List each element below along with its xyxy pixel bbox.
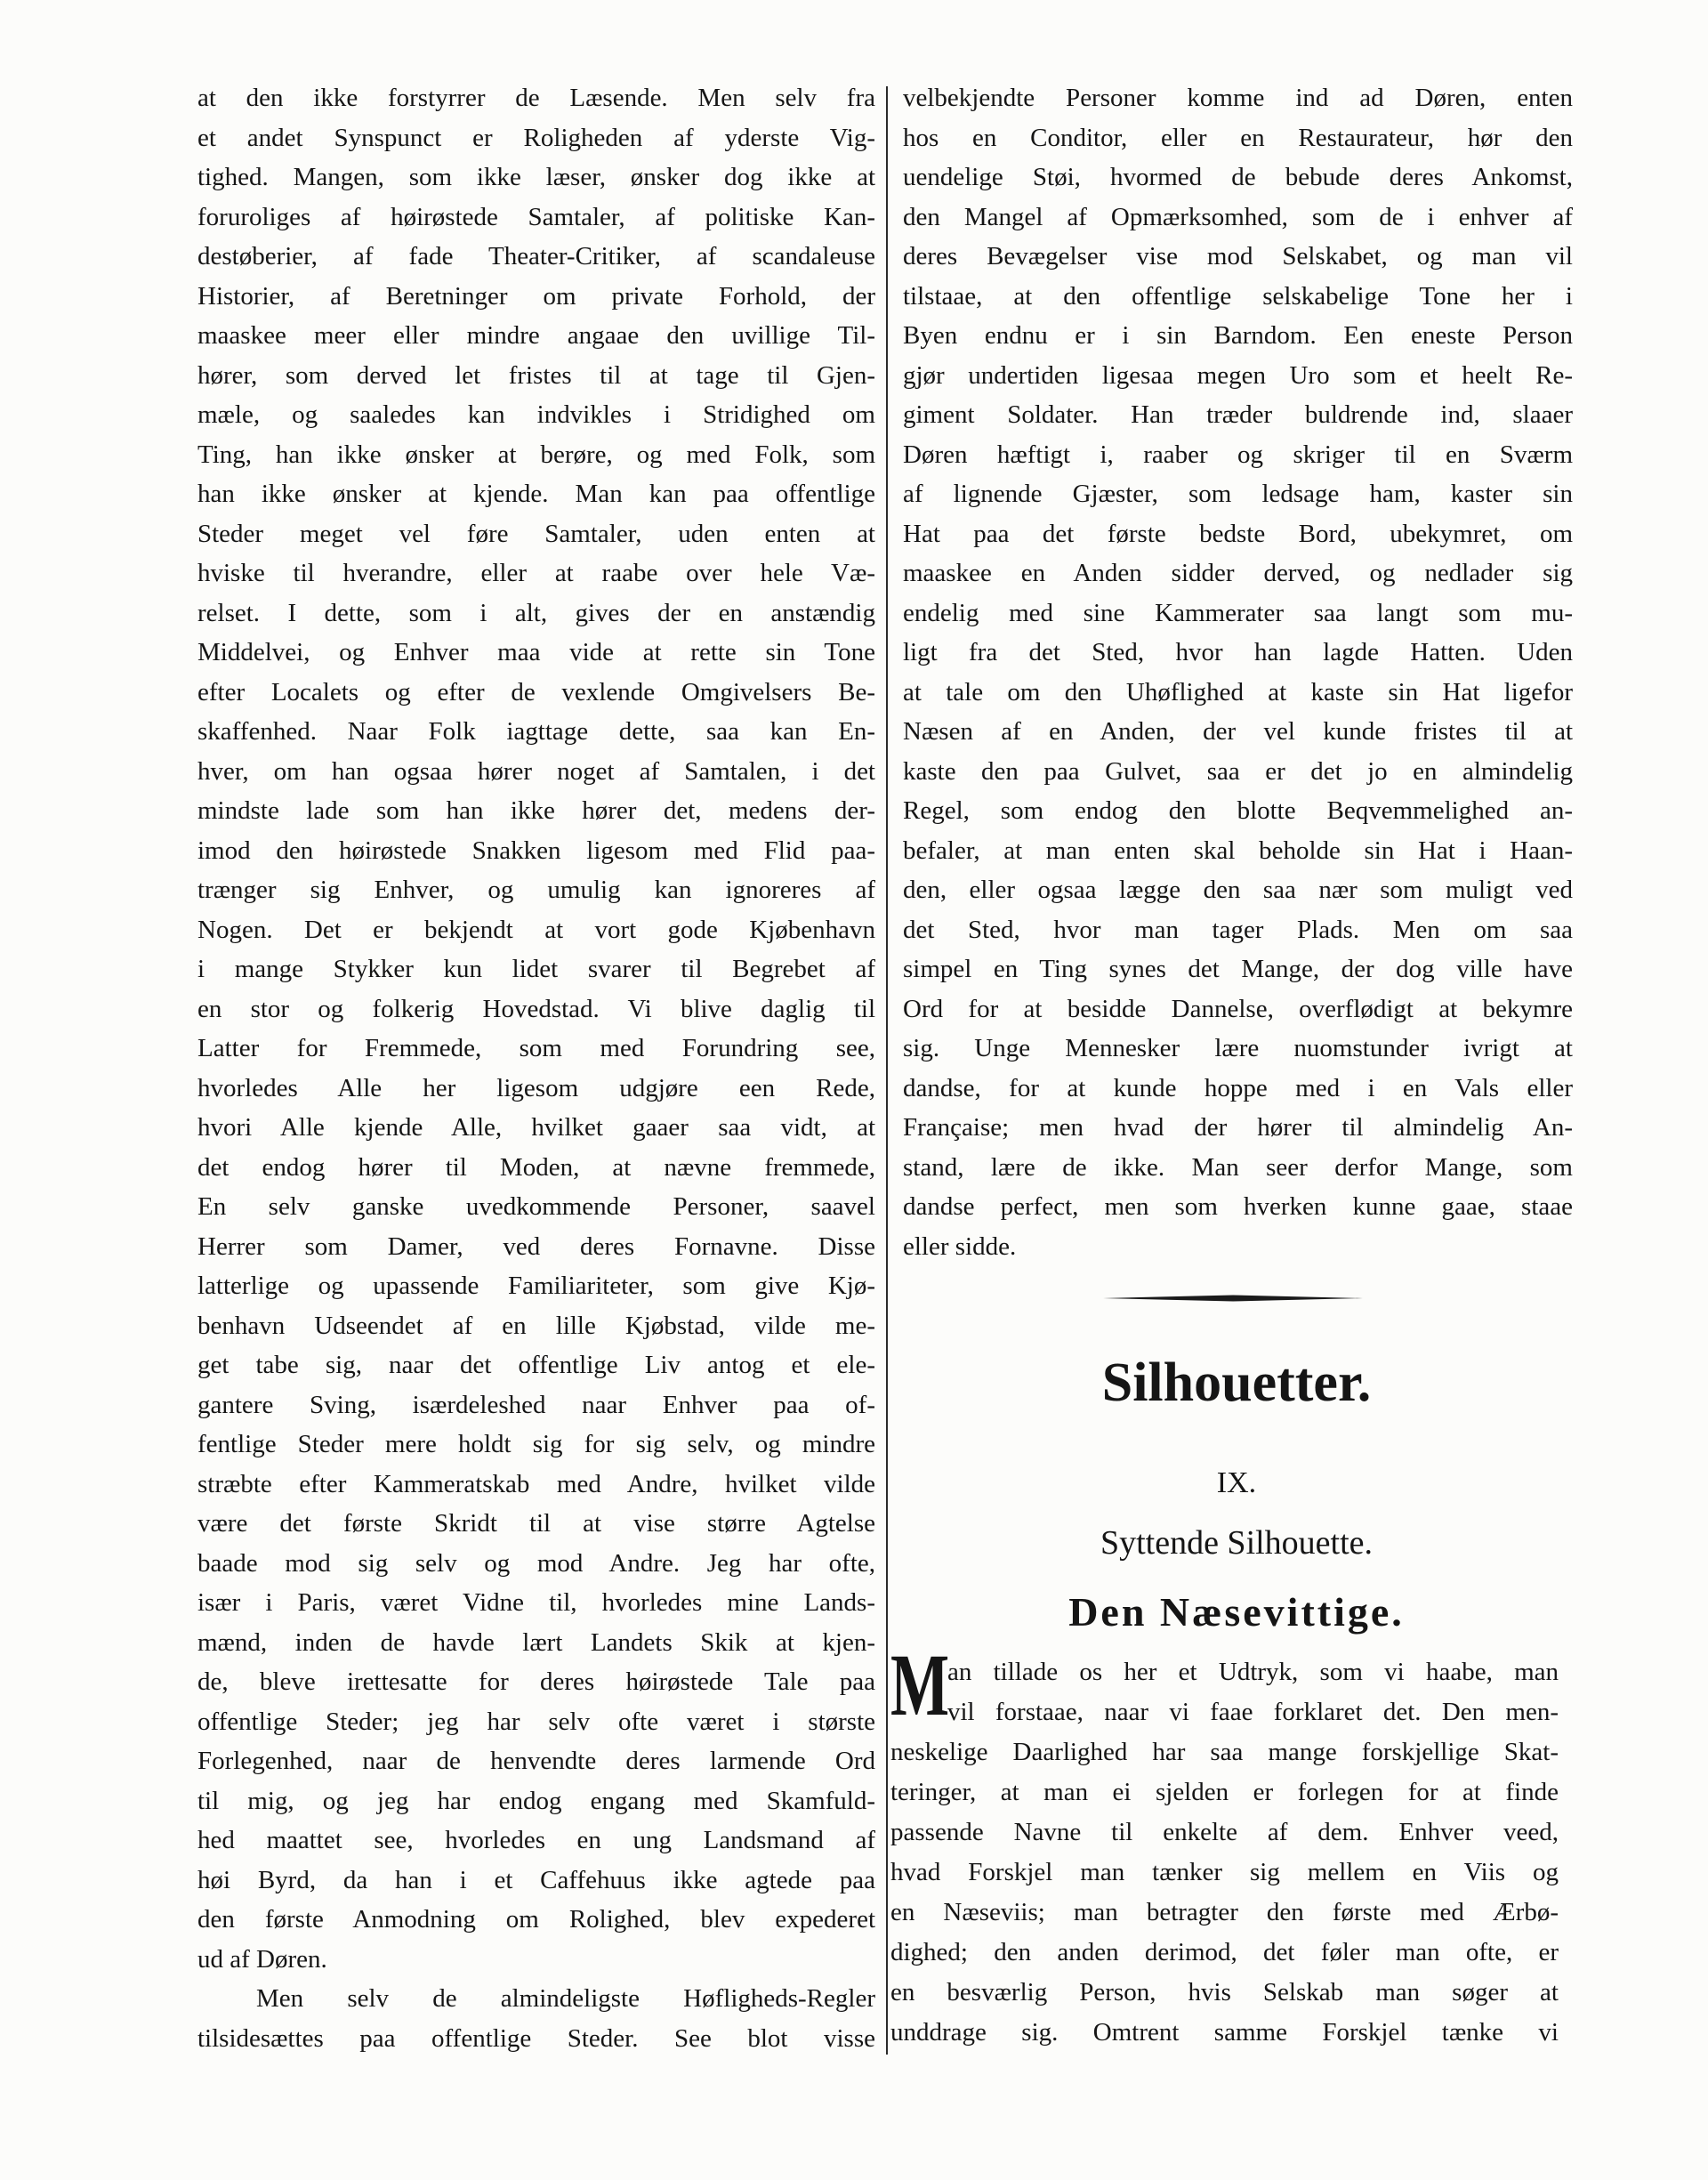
text-line: tilsidesættes paa offentlige Steder. See blot visse: [197, 2023, 875, 2053]
column-divider: [886, 86, 888, 2055]
text-line: en stor og folkerig Hovedstad. Vi blive daglig til: [197, 994, 875, 1023]
text-line: hører, som derved let fristes til at tage til Gjen-: [197, 360, 875, 390]
text-line: En selv ganske uvedkommende Personer, saavel: [197, 1192, 875, 1221]
text-line: trænger sig Enhver, og umulig kan ignoreres af: [197, 876, 875, 904]
text-line: befaler, at man enten skal beholde sin Hat i Haan-: [903, 836, 1573, 865]
text-line: til mig, og jeg har endog engang med Skamfuld-: [197, 1786, 875, 1815]
text-line: det endog hører til Moden, at nævne fremmede,: [197, 1152, 875, 1182]
text-line: Hat paa det første bedste Bord, ubekymret, om: [903, 519, 1573, 548]
ornamental-rule: [1103, 1293, 1363, 1304]
text-line: offentlige Steder; jeg har selv ofte været i største: [197, 1707, 875, 1736]
article-body: [890, 1652, 1559, 2053]
text-line: hed maattet see, hvorledes en ung Landsmand af: [197, 1826, 875, 1854]
text-line: dandse perfect, men som hverken kunne gaae, staae: [903, 1192, 1573, 1221]
text-line: et andet Synspunct er Roligheden af yderste Vig-: [197, 123, 875, 152]
text-line: dighed; den anden derimod, det føler man ofte, er: [890, 1938, 1559, 1966]
text-line: benhavn Udseendet af en lille Kjøbstad, vilde me-: [197, 1311, 875, 1340]
text-line: Ord for at besidde Dannelse, overflødigt at bekymre: [903, 994, 1573, 1023]
text-line: Historier, af Beretninger om private Forhold, der: [197, 281, 875, 311]
section-title: Silhouetter.: [1101, 1352, 1372, 1413]
text-line: maaskee en Anden sidder derved, og nedlader sig: [903, 559, 1573, 587]
text-line: han ikke ønsker at kjende. Man kan paa offentlige: [197, 480, 875, 508]
text-line: gantere Sving, isærdeleshed naar Enhver paa of-: [197, 1390, 875, 1419]
text-line: mæle, og saaledes kan indvikles i Stridighed om: [197, 400, 875, 429]
text-line: destøberier, af fade Theater-Critiker, af scandaleuse: [197, 242, 875, 270]
text-line: hvad Forskjel man tænker sig mellem en Viis og: [890, 1858, 1559, 1886]
section-subtitle: Syttende Silhouette.: [1100, 1524, 1374, 1562]
text-line: efter Localets og efter de vexlende Omgivelsers Be-: [197, 677, 875, 706]
text-line: baade mod sig selv og mod Andre. Jeg har ofte,: [197, 1548, 875, 1578]
text-line: latterlige og upassende Familiariteter, som give Kjø-: [197, 1272, 875, 1300]
text-line: neskelige Daarlighed har saa mange forskjellige Skat-: [890, 1738, 1559, 1766]
text-line: skaffenhed. Naar Folk iagttage dette, saa kan En-: [197, 717, 875, 746]
paragraph-end-line: eller sidde.: [903, 1231, 1017, 1261]
drop-cap: M: [890, 1635, 950, 1734]
text-line: mindste lade som han ikke hører det, medens der-: [197, 796, 875, 825]
text-line: hvori Alle kjende Alle, hvilket gaaer saa vidt, at: [197, 1113, 875, 1142]
text-line: Middelvei, og Enhver maa vide at rette sin Tone: [197, 638, 875, 666]
text-line: en Næseviis; man betragter den første med Ærbø-: [890, 1898, 1559, 1926]
text-line: den Mangel af Opmærksomhed, som de i enhver af: [903, 202, 1573, 231]
text-line: fentlige Steder mere holdt sig for sig selv, og mindre: [197, 1430, 875, 1458]
text-line: get tabe sig, naar det offentlige Liv antog et ele-: [197, 1351, 875, 1379]
text-line: Ting, han ikke ønsker at berøre, og med Folk, som: [197, 440, 875, 469]
text-line: Herrer som Damer, ved deres Fornavne. Disse: [197, 1231, 875, 1261]
text-line: unddrage sig. Omtrent samme Forskjel tænke vi: [890, 2018, 1559, 2047]
text-line: velbekjendte Personer komme ind ad Døren, enten: [903, 84, 1573, 112]
text-line: det Sted, hvor man tager Plads. Men om saa: [903, 915, 1573, 944]
text-line: maaskee meer eller mindre angaae den uvillige Til-: [197, 321, 875, 350]
text-line: imod den høirøstede Snakken ligesom med Flid paa-: [197, 836, 875, 865]
paragraph-end-line: ud af Døren.: [197, 1944, 327, 1974]
text-line: en besværlig Person, hvis Selskab man søger at: [890, 1978, 1559, 2006]
text-line: den, eller ogsaa lægge den saa nær som muligt ved: [903, 876, 1573, 904]
text-line: stræbte efter Kammeratskab med Andre, hvilket vilde: [197, 1469, 875, 1498]
text-line: Steder meget vel føre Samtaler, uden enten at: [197, 519, 875, 548]
text-line: tilstaae, at den offentlige selskabelige Tone her i: [903, 281, 1573, 311]
text-line: Byen endnu er i sin Barndom. Een eneste Person: [903, 321, 1573, 350]
text-line: hver, om han ogsaa hører noget af Samtalen, i det: [197, 756, 875, 786]
right-column: [903, 78, 1573, 1266]
text-line: deres Bevægelser vise mod Selskabet, og man vil: [903, 242, 1573, 270]
text-line: hviske til hverandre, eller at raabe over hele Væ-: [197, 559, 875, 587]
text-line: endelig med sine Kammerater saa langt som mu-: [903, 598, 1573, 627]
text-line: hos en Conditor, eller en Restaurateur, hør den: [903, 123, 1573, 152]
text-line: Døren hæftigt i, raaber og skriger til en Sværm: [903, 440, 1573, 469]
text-line: Nogen. Det er bekjendt at vort gode Kjøbenhavn: [197, 915, 875, 944]
text-line: i mange Stykker kun lidet svarer til Begrebet af: [197, 955, 875, 983]
text-line: af lignende Gjæster, som ledsage ham, kaster sin: [903, 480, 1573, 508]
text-line: foruroliges af høirøstede Samtaler, af politiske Kan-: [197, 202, 875, 231]
text-line: uendelige Støi, hvormed de bebude deres Ankomst,: [903, 163, 1573, 191]
text-line: Næsen af en Anden, der vel kunde fristes til at: [903, 717, 1573, 746]
text-line: relset. I dette, som i alt, gives der en anstændig: [197, 598, 875, 627]
text-line: mænd, inden de havde lært Landets Skik at kjen-: [197, 1627, 875, 1657]
text-line: giment Soldater. Han træder buldrende ind, slaaer: [903, 400, 1573, 429]
text-line: sig. Unge Mennesker lære nuomstunder ivrigt at: [903, 1034, 1573, 1062]
text-line: teringer, at man ei sjelden er forlegen for at finde: [890, 1778, 1559, 1806]
text-line: at tale om den Uhøflighed at kaste sin Hat ligefor: [903, 677, 1573, 706]
text-line: an tillade os her et Udtryk, som vi haabe, man: [947, 1658, 1559, 1686]
text-line: dandse, for at kunde hoppe med i en Vals eller: [903, 1073, 1573, 1102]
text-line: især i Paris, været Vidne til, hvorledes mine Lands-: [197, 1588, 875, 1617]
text-line: simpel en Ting synes det Mange, der dog ville have: [903, 955, 1573, 983]
text-line: den første Anmodning om Rolighed, blev expederet: [197, 1905, 875, 1934]
text-line: kaste den paa Gulvet, saa er det jo en almindelig: [903, 756, 1573, 786]
paragraph-start-line: Men selv de almindeligste Høfligheds-Regler: [256, 1984, 875, 2013]
text-line: passende Navne til enkelte af dem. Enhver veed,: [890, 1818, 1559, 1846]
text-line: stand, lære de ikke. Man seer derfor Mange, som: [903, 1152, 1573, 1182]
text-line: Latter for Fremmede, som med Forundring see,: [197, 1034, 875, 1062]
text-line: høi Byrd, da han i et Caffehuus ikke agtede paa: [197, 1865, 875, 1894]
text-line: gjør undertiden ligesaa megen Uro som et heelt Re-: [903, 360, 1573, 390]
section-number: IX.: [1216, 1466, 1257, 1499]
text-line: de, bleve irettesatte for deres høirøstede Tale paa: [197, 1667, 875, 1696]
text-line: at den ikke forstyrrer de Læsende. Men selv fra: [197, 84, 875, 112]
left-column: [197, 78, 875, 2058]
text-line: tighed. Mangen, som ikke læser, ønsker dog ikke at: [197, 163, 875, 191]
text-line: hvorledes Alle her ligesom udgjøre een Rede,: [197, 1073, 875, 1102]
text-line: Forlegenhed, naar de henvendte deres larmende Ord: [197, 1747, 875, 1775]
text-line: være det første Skridt til at vise større Agtelse: [197, 1509, 875, 1538]
text-line: Française; men hvad der hører til almindelig An-: [903, 1113, 1573, 1142]
text-line: ligt fra det Sted, hvor han lagde Hatten. Uden: [903, 638, 1573, 666]
text-line: vil forstaae, naar vi faae forklaret det. Den men-: [947, 1698, 1559, 1726]
text-line: Regel, som endog den blotte Beqvemmelighed an-: [903, 796, 1573, 825]
article-heading: Den Næsevittige.: [1068, 1589, 1405, 1635]
